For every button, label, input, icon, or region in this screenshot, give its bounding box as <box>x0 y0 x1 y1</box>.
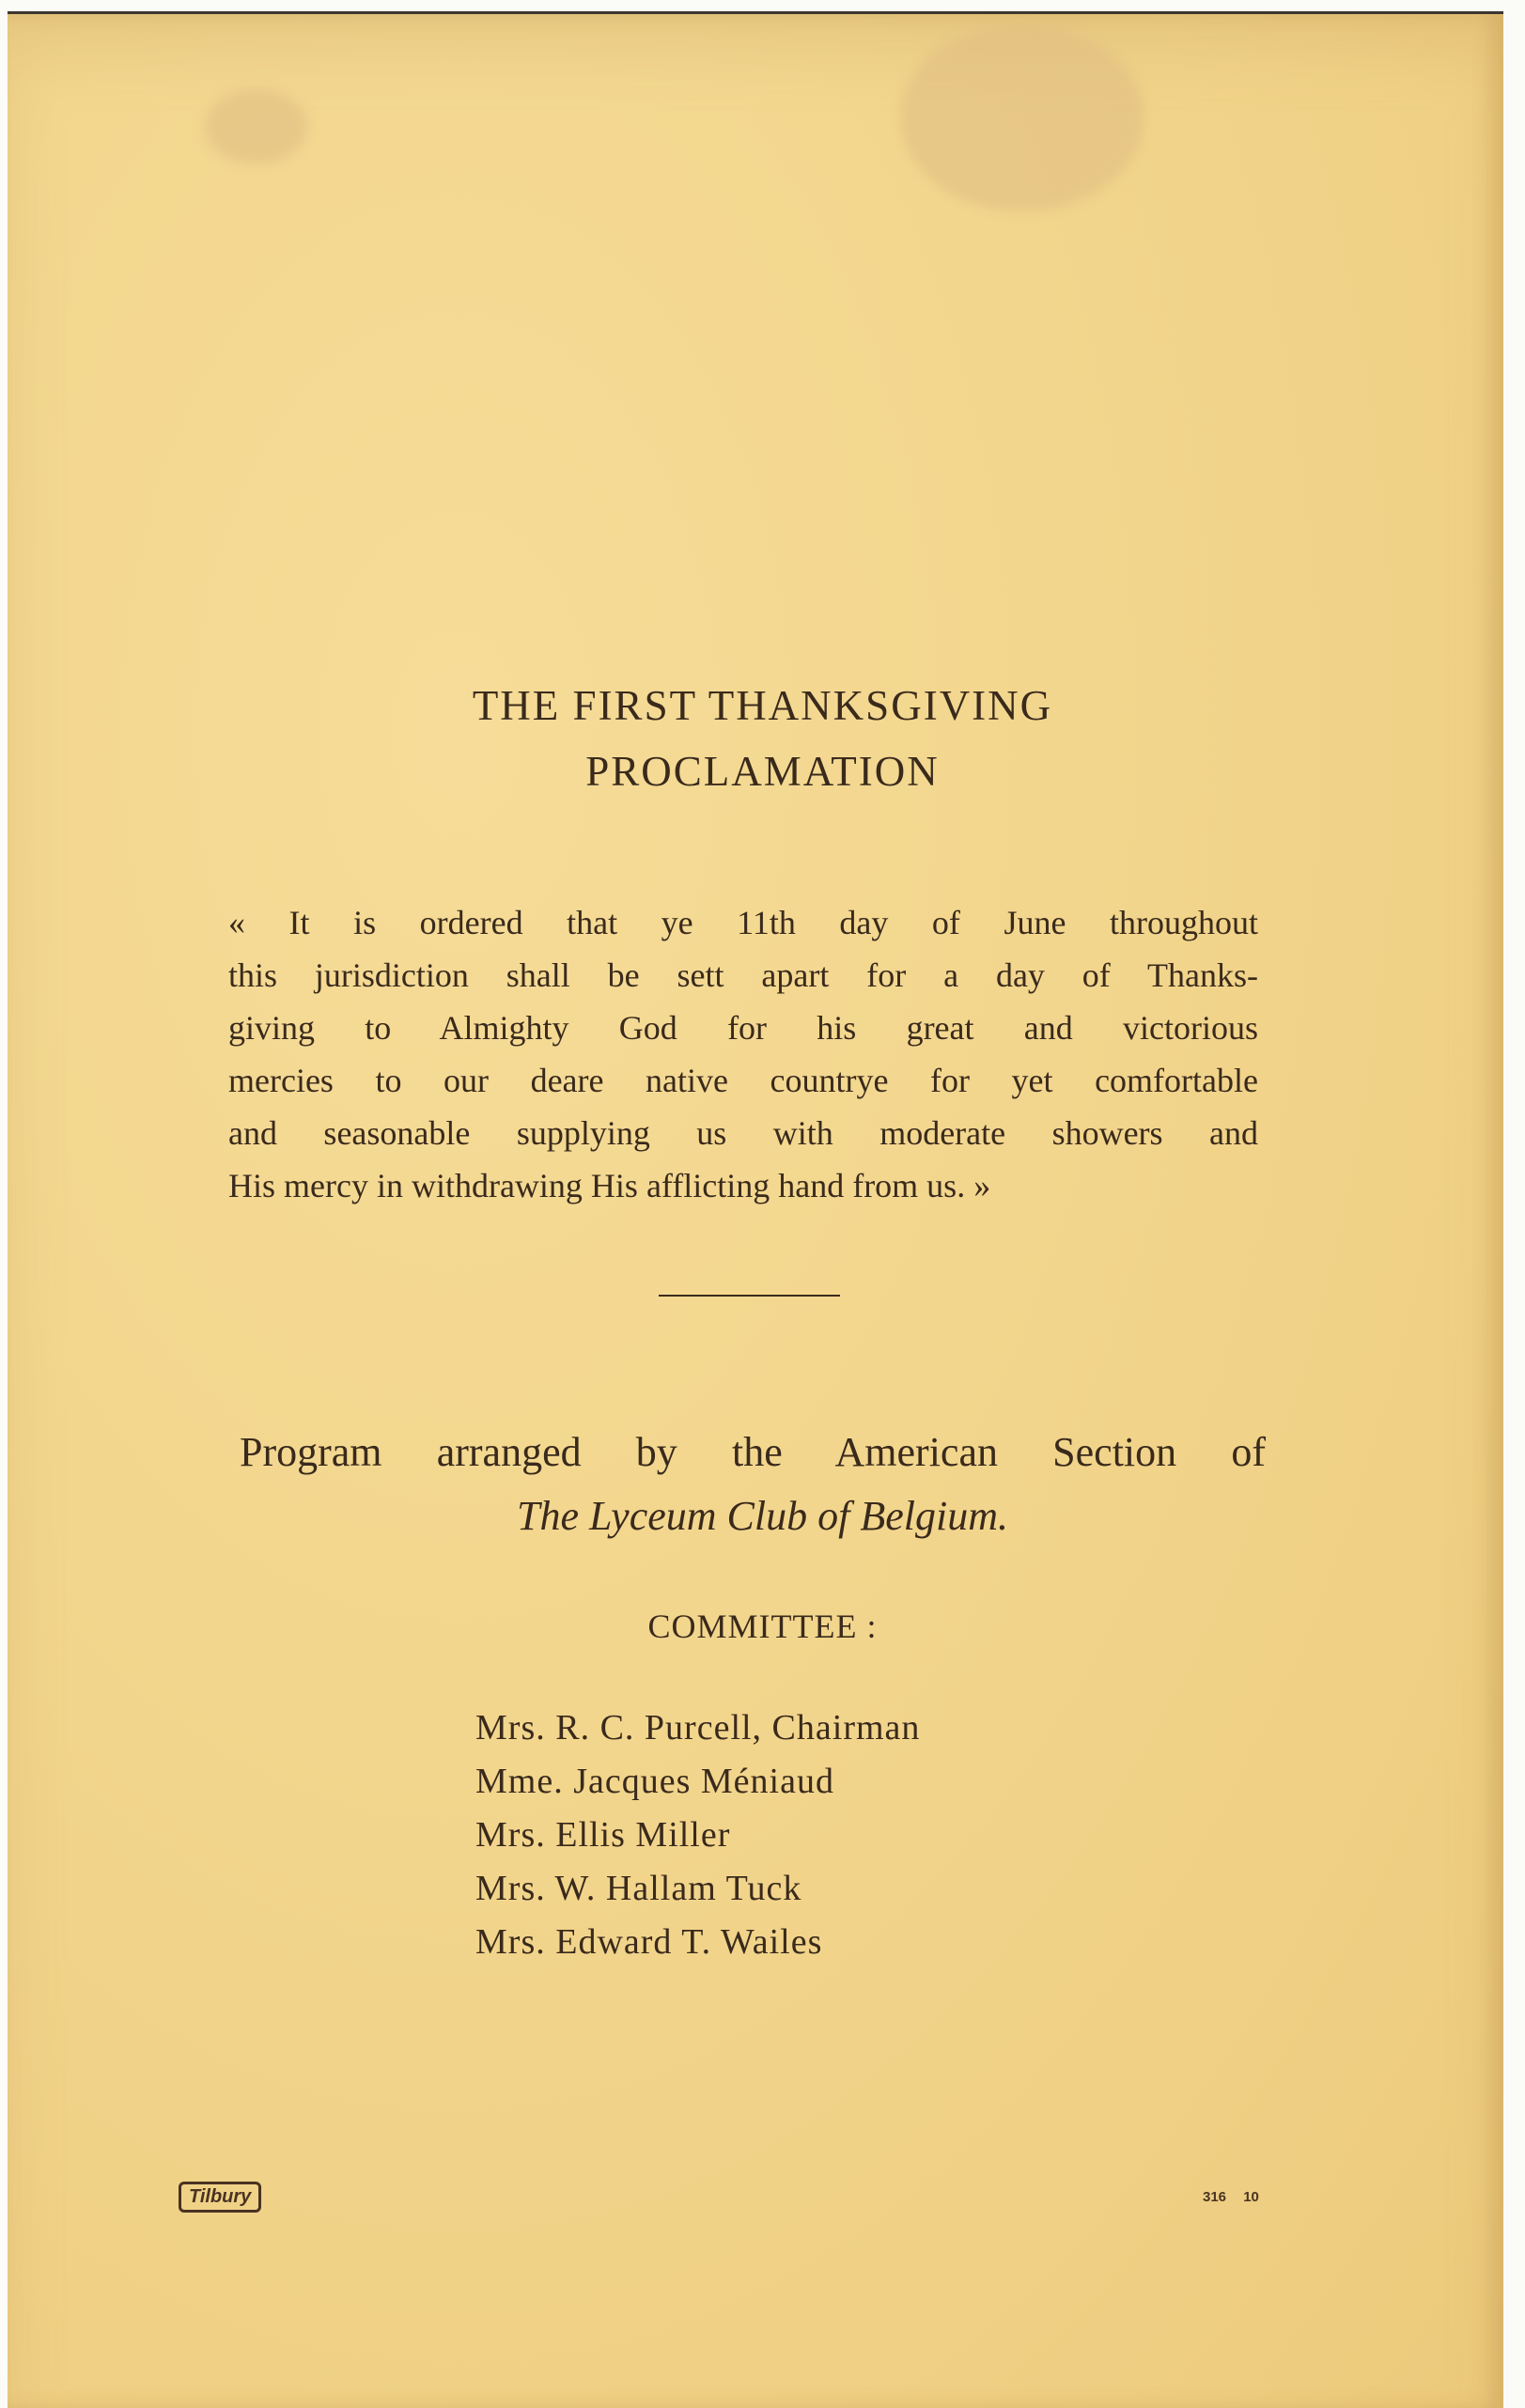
divider-rule <box>659 1295 840 1297</box>
committee-member: Mrs. Ellis Miller <box>475 1815 731 1855</box>
club-name: The Lyceum Club of Belgium. <box>517 1493 1008 1539</box>
proclamation-line: « It is ordered that ye 11th day of June throughout <box>228 904 1258 941</box>
committee-list <box>475 1705 920 1973</box>
proclamation-text <box>228 896 1258 1212</box>
proclamation-line: giving to Almighty God for his great and victorious <box>228 1009 1258 1047</box>
title-line-2: PROCLAMATION <box>585 748 940 795</box>
proclamation-line: and seasonable supplying us with moderate showers and <box>228 1114 1258 1152</box>
committee-heading: COMMITTEE : <box>647 1608 878 1645</box>
proclamation-line: this jurisdiction shall be sett apart for a day of Thanks- <box>228 956 1258 994</box>
proclamation-line: His mercy in withdrawing His afflicting hand from us. » <box>228 1167 991 1204</box>
committee-member: Mrs. Edward T. Wailes <box>475 1922 823 1962</box>
paper-stain <box>205 89 308 164</box>
committee-member: Mrs. R. C. Purcell, Chairman <box>475 1708 921 1748</box>
printer-logo: Tilbury <box>179 2182 261 2213</box>
title-line-1: THE FIRST THANKSGIVING <box>472 682 1053 729</box>
program-line: Program arranged by the American Section of <box>240 1429 1266 1475</box>
paper-stain <box>900 23 1144 211</box>
proclamation-line: mercies to our deare native countrye for yet comfortable <box>228 1062 1258 1099</box>
committee-member: Mme. Jacques Méniaud <box>475 1762 834 1801</box>
print-number: 316 10 <box>1203 2189 1259 2205</box>
committee-member: Mrs. W. Hallam Tuck <box>475 1869 802 1908</box>
